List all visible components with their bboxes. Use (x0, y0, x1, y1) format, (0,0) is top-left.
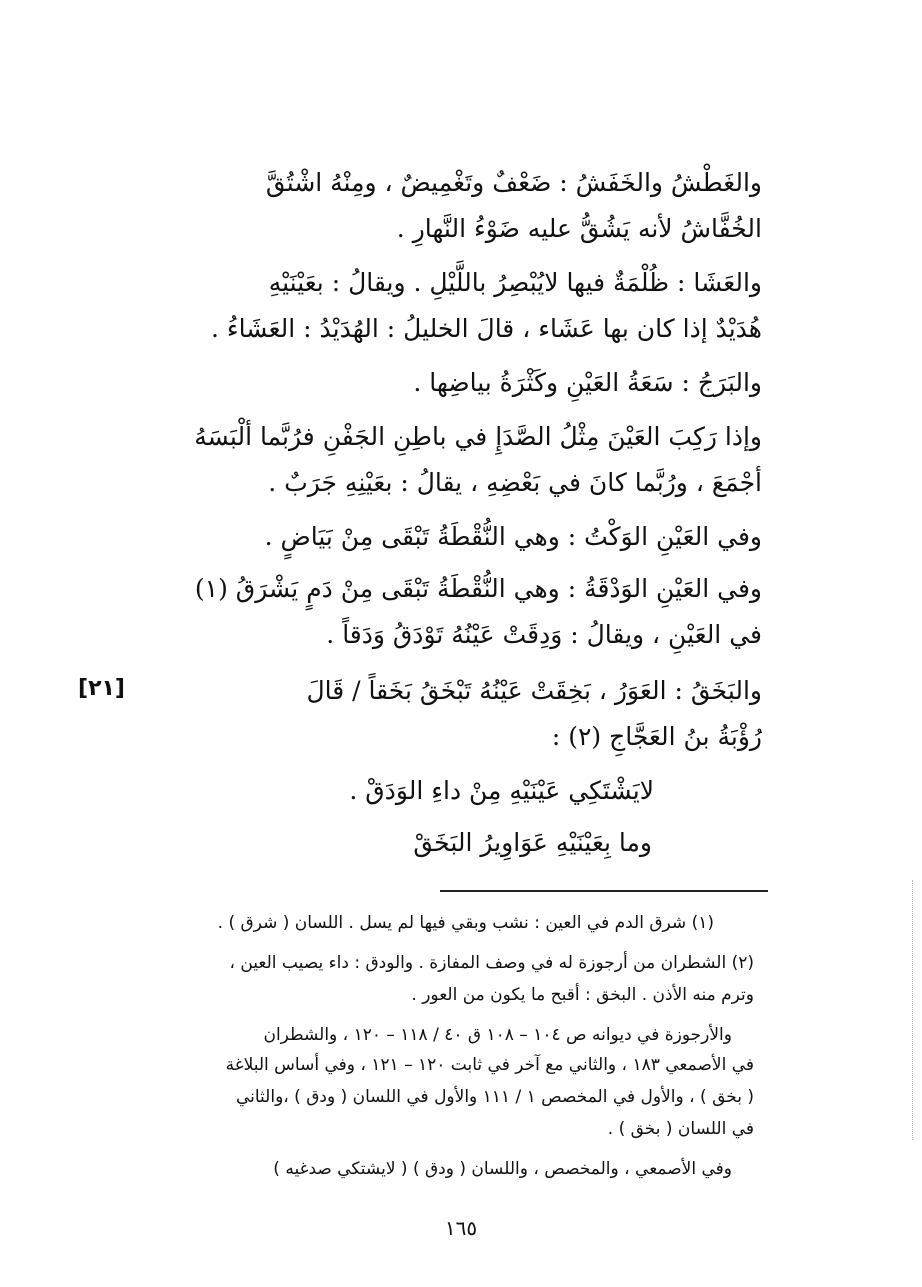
footnote-2-line-4: في الأصمعي ١٨٣ ، والثاني مع آخر في ثابت ١٢٠ – ١٢١ ، وفي أساس البلاغة (225, 1055, 754, 1075)
footnote-2-line-7: وفي الأصمعي ، والمخصص ، واللسان ( ودق ) ( لايشتكي صدغيه ) (273, 1159, 732, 1179)
body-line-11: والبَخَقُ : العَوَرُ ، بَخِقَتْ عَيْنُهُ تَبْخَقُ بَخَقاً / قَالَ (306, 676, 762, 705)
verse-line-1: لايَشْتَكِي عَيْنَيْهِ مِنْ داءِ الوَدَقْ . (349, 776, 654, 805)
footnote-2-line-5: ( بخق ) ، والأول في المخصص ١ / ١١١ والأول في اللسان ( ودق ) ،والثاني (235, 1087, 754, 1107)
footnote-separator (440, 890, 768, 892)
verse-line-2: وما بِعَيْنَيْهِ عَوَاوِيرُ البَخَقْ (413, 828, 652, 857)
body-line-4: هُدَيْدٌ إذا كان بها عَشَاء ، قالَ الخليلُ : الهُدَيْدُ : العَشَاءُ . (211, 314, 762, 343)
footnote-2-line-6: في اللسان ( بخق ) . (607, 1119, 754, 1139)
body-line-6: وإذا رَكِبَ العَيْنَ مِثْلُ الصَّدَإِ في باطِنِ الجَفْنِ فرُبَّما ألْبَسَهُ (194, 422, 762, 451)
footnote-1: (١) شرق الدم في العين : نشب وبقي فيها لم يسل . اللسان ( شرق ) . (217, 913, 714, 933)
body-line-3: والعَشَا : ظُلْمَةٌ فيها لايُبْصِرُ باللَّيْلِ . ويقالُ : بعَيْنَيْهِ (268, 268, 762, 297)
body-line-10: في العَيْنِ ، ويقالُ : وَدِقَتْ عَيْنُهُ تَوْدَقُ وَدَقاً . (326, 620, 762, 649)
body-line-1: والغَطْشُ والخَفَشُ : ضَعْفٌ وتَغْمِيضٌ ، ومِنْهُ اشْتُقَّ (265, 168, 762, 197)
footnote-2-line-3: والأرجوزة في ديوانه ص ١٠٤ – ١٠٨ ق ٤٠ / ١١٨ – ١٢٠ ، والشطران (263, 1025, 732, 1045)
scan-edge-mark (912, 880, 914, 1140)
footnote-2-line-2: وترم منه الأذن . البخق : أقبح ما يكون من العور . (411, 985, 754, 1005)
body-line-2: الخُفَّاشُ لأنه يَشُقُّ عليه ضَوْءُ النَّهارِ . (396, 214, 762, 243)
body-line-9: وفي العَيْنِ الوَدْقَةُ : وهي النُّقْطَةُ تَبْقَى مِنْ دَمٍ يَشْرَقُ (١) (194, 574, 762, 603)
body-line-12: رُؤْبَةُ بنُ العَجَّاجِ (٢) : (551, 722, 762, 751)
footnote-2-line-1: (٢) الشطران من أرجوزة له في وصف المفازة . والودق : داء يصيب العين ، (229, 953, 754, 973)
page-reference-marker: [٢١] (78, 676, 125, 701)
body-line-7: أجْمَعَ ، ورُبَّما كانَ في بَعْضِهِ ، يقالُ : بعَيْنِهِ جَرَبٌ . (268, 468, 762, 497)
page-number: ١٦٥ (444, 1216, 478, 1240)
body-line-8: وفي العَيْنِ الوَكْتُ : وهي النُّقْطَةُ تَبْقَى مِنْ بَيَاضٍ . (264, 522, 762, 551)
body-line-5: والبَرَجُ : سَعَةُ العَيْنِ وكَثْرَةُ بياضِها . (413, 368, 762, 397)
